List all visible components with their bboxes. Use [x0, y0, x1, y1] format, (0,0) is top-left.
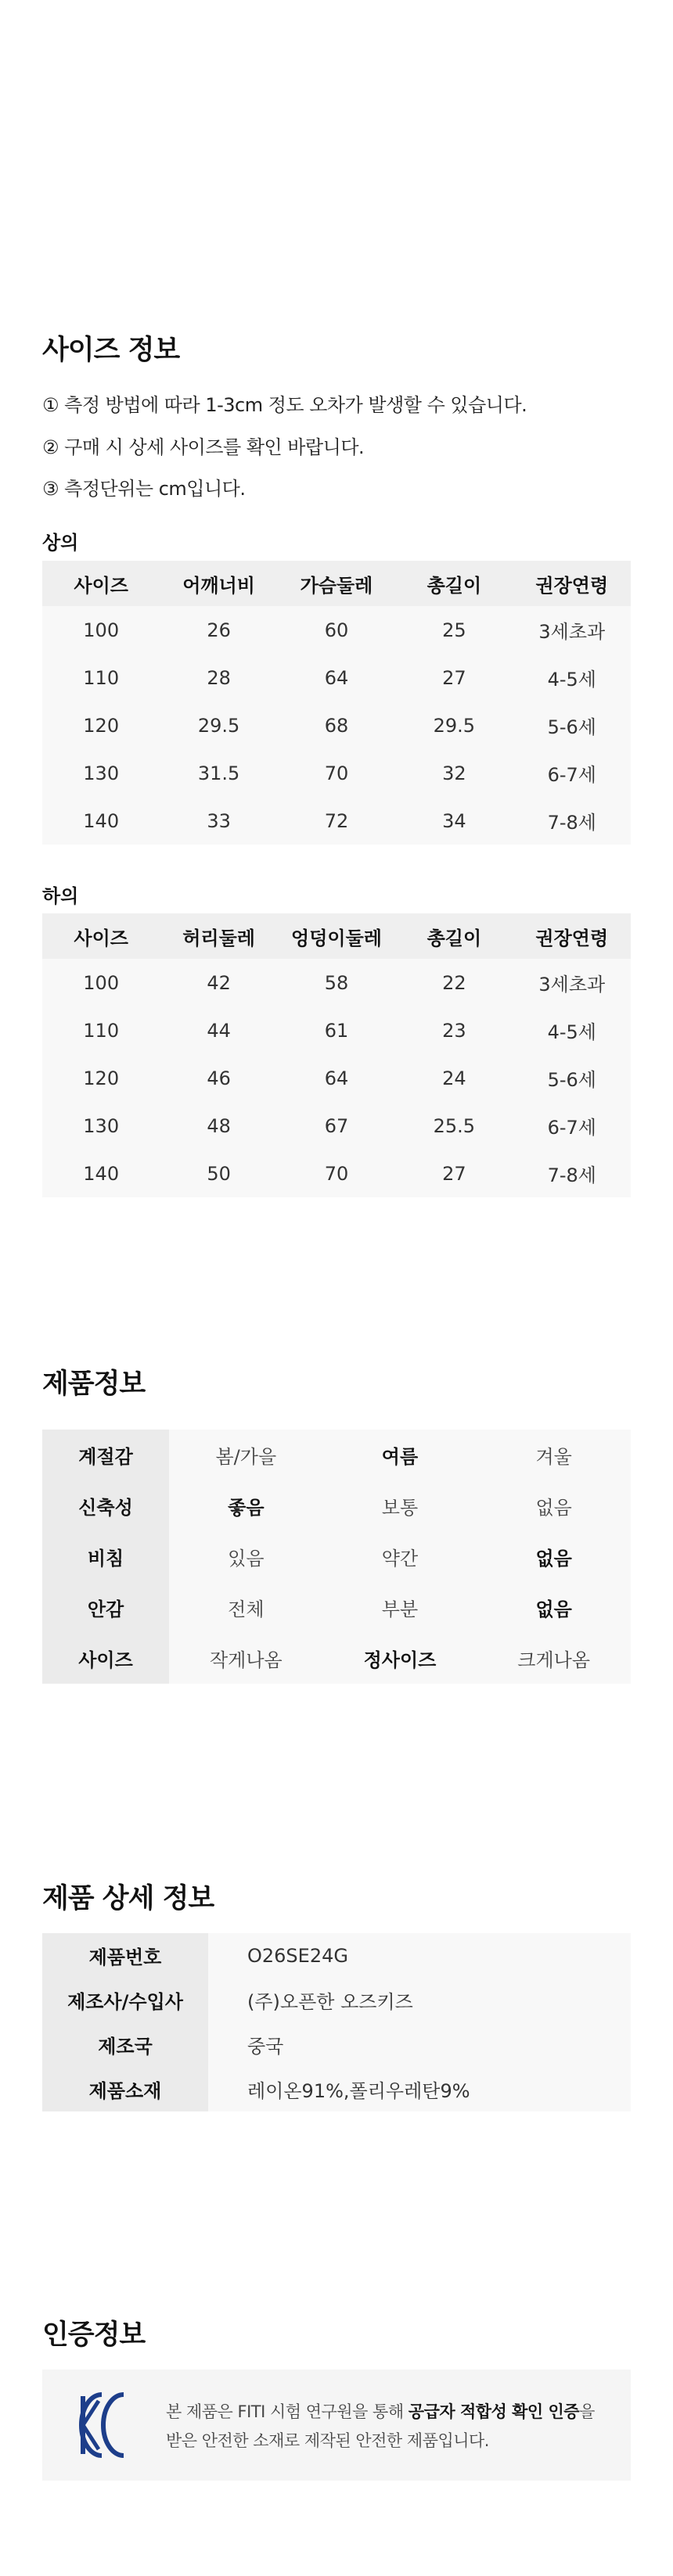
- table-cell: 58: [278, 959, 395, 1006]
- table-row: [42, 1633, 631, 1684]
- table-row: [42, 959, 631, 1006]
- table-cell: 34: [395, 797, 513, 845]
- product-detail-title: 제품 상세 정보: [42, 1883, 214, 1914]
- table-cell: 42: [160, 959, 277, 1006]
- table-header: 허리둘레: [160, 913, 277, 959]
- table-row: [42, 606, 631, 654]
- table-cell: 22: [395, 959, 513, 1006]
- table-cell: 5-6세: [513, 701, 631, 749]
- cert-line1-bold: 공급자 적합성 확인 인증: [408, 2402, 580, 2421]
- table-header: 권장연령: [513, 561, 631, 606]
- table-row: [42, 797, 631, 845]
- table-cell: 64: [278, 1054, 395, 1102]
- product-info-table: [42, 1430, 631, 1684]
- table-header: 어깨너비: [160, 561, 277, 606]
- table-cell: 28: [160, 654, 277, 701]
- table-row: [42, 1531, 631, 1582]
- row-label: 신축성: [42, 1480, 169, 1531]
- table-cell: 120: [42, 701, 160, 749]
- cert-line2: 받은 안전한 소재로 제작된 안전한 제품입니다.: [166, 2431, 489, 2450]
- table-row: [42, 2022, 631, 2067]
- option-cell-selected: 없음: [477, 1531, 631, 1582]
- table-cell: 4-5세: [513, 654, 631, 701]
- option-cell: 크게나옴: [477, 1633, 631, 1684]
- kc-mark-icon: [78, 2390, 127, 2460]
- table-header: 엉덩이둘레: [278, 913, 395, 959]
- table-row: [42, 1054, 631, 1102]
- table-cell: 25.5: [395, 1102, 513, 1150]
- option-cell: 겨울: [477, 1430, 631, 1480]
- table-cell: 23: [395, 1006, 513, 1054]
- table-cell: 70: [278, 749, 395, 797]
- table-row: [42, 1430, 631, 1480]
- table-cell: 100: [42, 959, 160, 1006]
- table-cell: 27: [395, 654, 513, 701]
- option-cell-selected: 여름: [323, 1430, 477, 1480]
- detail-label: 제품번호: [42, 1933, 208, 1978]
- table-cell: 48: [160, 1102, 277, 1150]
- table-cell: 24: [395, 1054, 513, 1102]
- table-cell: 61: [278, 1006, 395, 1054]
- table-row: [42, 1006, 631, 1054]
- table-cell: 110: [42, 654, 160, 701]
- product-info-title: 제품정보: [42, 1369, 146, 1400]
- table-cell: 3세초과: [513, 959, 631, 1006]
- top-size-label: 상의: [42, 532, 79, 554]
- table-cell: 60: [278, 606, 395, 654]
- table-row: [42, 749, 631, 797]
- table-row: [42, 1150, 631, 1197]
- table-header-row: [42, 561, 631, 606]
- table-row: [42, 2067, 631, 2111]
- option-cell-selected: 없음: [477, 1582, 631, 1633]
- bottom-size-label: 하의: [42, 885, 79, 907]
- table-row: [42, 654, 631, 701]
- certification-box: [42, 2370, 631, 2481]
- table-header: 가슴둘레: [278, 561, 395, 606]
- detail-value: 중국: [208, 2022, 631, 2067]
- table-cell: 64: [278, 654, 395, 701]
- table-cell: 27: [395, 1150, 513, 1197]
- option-cell-selected: 정사이즈: [323, 1633, 477, 1684]
- option-cell-selected: 좋음: [169, 1480, 323, 1531]
- table-header: 사이즈: [42, 561, 160, 606]
- option-cell: 작게나옴: [169, 1633, 323, 1684]
- table-cell: 46: [160, 1054, 277, 1102]
- table-cell: 31.5: [160, 749, 277, 797]
- option-cell: 봄/가을: [169, 1430, 323, 1480]
- table-cell: 140: [42, 1150, 160, 1197]
- table-cell: 3세초과: [513, 606, 631, 654]
- table-cell: 72: [278, 797, 395, 845]
- table-row: [42, 1582, 631, 1633]
- detail-label: 제조국: [42, 2022, 208, 2067]
- size-info-title: 사이즈 정보: [42, 335, 180, 366]
- detail-value: O26SE24G: [208, 1933, 631, 1978]
- cert-line1-suffix: 을: [579, 2402, 595, 2421]
- table-cell: 25: [395, 606, 513, 654]
- row-label: 계절감: [42, 1430, 169, 1480]
- table-row: [42, 1102, 631, 1150]
- size-note-1: ① 측정 방법에 따라 1-3cm 정도 오차가 발생할 수 있습니다.: [42, 394, 527, 416]
- table-cell: 29.5: [395, 701, 513, 749]
- size-note-2: ② 구매 시 상세 사이즈를 확인 바랍니다.: [42, 436, 365, 458]
- option-cell: 보통: [323, 1480, 477, 1531]
- table-cell: 130: [42, 1102, 160, 1150]
- option-cell: 부분: [323, 1582, 477, 1633]
- table-cell: 100: [42, 606, 160, 654]
- detail-label: 제품소재: [42, 2067, 208, 2111]
- table-header: 총길이: [395, 913, 513, 959]
- table-row: [42, 1978, 631, 2022]
- table-cell: 26: [160, 606, 277, 654]
- option-cell: 전체: [169, 1582, 323, 1633]
- table-cell: 7-8세: [513, 797, 631, 845]
- row-label: 사이즈: [42, 1633, 169, 1684]
- top-size-table: [42, 561, 631, 845]
- table-header: 권장연령: [513, 913, 631, 959]
- table-cell: 130: [42, 749, 160, 797]
- table-cell: 110: [42, 1006, 160, 1054]
- table-cell: 70: [278, 1150, 395, 1197]
- table-cell: 67: [278, 1102, 395, 1150]
- table-cell: 140: [42, 797, 160, 845]
- size-note-3: ③ 측정단위는 cm입니다.: [42, 478, 246, 500]
- table-cell: 68: [278, 701, 395, 749]
- bottom-size-table: [42, 913, 631, 1197]
- option-cell: 약간: [323, 1531, 477, 1582]
- table-cell: 120: [42, 1054, 160, 1102]
- table-cell: 4-5세: [513, 1006, 631, 1054]
- table-cell: 7-8세: [513, 1150, 631, 1197]
- row-label: 안감: [42, 1582, 169, 1633]
- table-row: [42, 701, 631, 749]
- table-cell: 32: [395, 749, 513, 797]
- option-cell: 없음: [477, 1480, 631, 1531]
- table-cell: 50: [160, 1150, 277, 1197]
- cert-line1-prefix: 본 제품은 FITI 시험 연구원을 통해: [166, 2402, 408, 2421]
- table-cell: 44: [160, 1006, 277, 1054]
- table-row: [42, 1480, 631, 1531]
- detail-value: (주)오픈한 오즈키즈: [208, 1978, 631, 2022]
- detail-value: 레이온91%,폴리우레탄9%: [208, 2067, 631, 2111]
- detail-label: 제조사/수입사: [42, 1978, 208, 2022]
- certification-title: 인증정보: [42, 2319, 146, 2351]
- table-cell: 6-7세: [513, 749, 631, 797]
- table-cell: 5-6세: [513, 1054, 631, 1102]
- row-label: 비침: [42, 1531, 169, 1582]
- table-cell: 6-7세: [513, 1102, 631, 1150]
- table-header-row: [42, 913, 631, 959]
- certification-text: [166, 2398, 612, 2456]
- table-header: 사이즈: [42, 913, 160, 959]
- table-header: 총길이: [395, 561, 513, 606]
- table-cell: 29.5: [160, 701, 277, 749]
- table-cell: 33: [160, 797, 277, 845]
- product-detail-table: [42, 1933, 631, 2111]
- table-row: [42, 1933, 631, 1978]
- option-cell: 있음: [169, 1531, 323, 1582]
